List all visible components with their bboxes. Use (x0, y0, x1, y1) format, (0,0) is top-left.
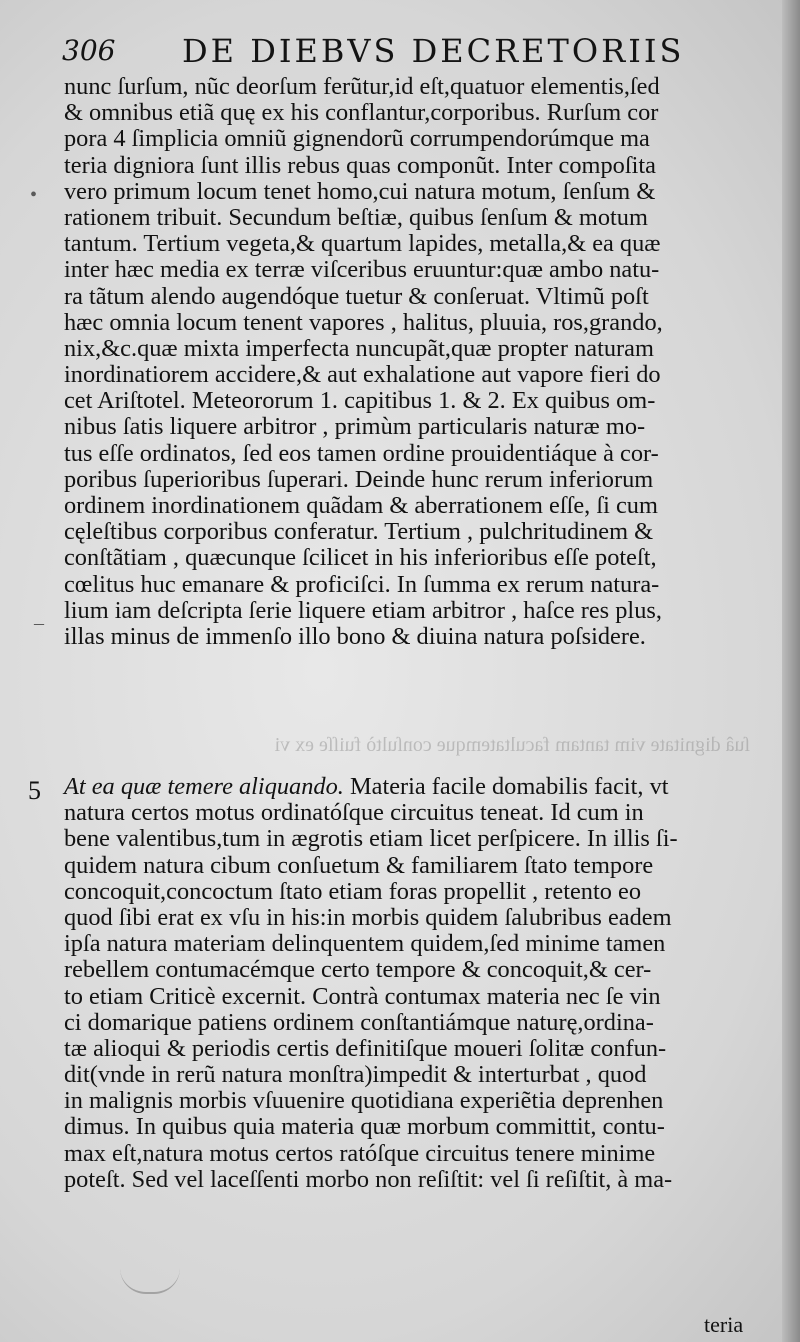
text-line: lium iam deſcripta ſerie liquere etiam arbitror , haſce res plus, (64, 596, 662, 624)
text-line: nix,&c.quæ mixta imperfecta nuncupãt,quæ propter naturam (64, 334, 654, 362)
running-head: DE DIEBVS DECRETORIIS (182, 32, 685, 70)
text-line: ra tãtum alendo augendóque tuetur & conſeruat. Vltimũ poſt (64, 282, 649, 310)
text-line: conſtãtiam , quæcunque ſcilicet in his inferioribus eſſe poteſt, (64, 544, 657, 572)
text-line: concoquit,concoctum ſtato etiam foras propellit , retento eo (64, 877, 642, 905)
text-line: cœlitus huc emanare & proficiſci. In ſumma ex rerum natura- (64, 570, 660, 598)
text-line: bene valentibus,tum in ægrotis etiam licet perſpicere. In illis ſi- (64, 825, 678, 853)
lemma: At ea quæ temere aliquando. (64, 773, 344, 800)
bleed-through-text: ſuâ dignitate vim tantam facultatemque conſultò fuiſſe ex vi (274, 734, 750, 756)
text-line: tus eſſe ordinatos, ſed eos tamen ordine prouidentiáque à cor- (64, 439, 659, 467)
lemma-line-rest: Materia facile domabilis facit, vt (343, 773, 669, 800)
text-line: inordinatiorem accidere,& aut exhalatione aut vapore fieri do (64, 361, 661, 389)
lemma-line (64, 774, 760, 800)
text-line: illas minus de immenſo illo bono & diuina natura poſsidere. (64, 622, 646, 650)
text-line: nunc ſurſum, nũc deorſum ferũtur,id eſt,quatuor elementis,ſed (64, 73, 660, 100)
text-line: ipſa natura materiam delinquentem quidem,ſed minime tamen (64, 930, 666, 958)
text-line: max eſt,natura motus certos ratóſque circuitus tenere minime (64, 1139, 656, 1167)
text-line: tantum. Tertium vegeta,& quartum lapides, metalla,& ea quæ (64, 230, 661, 258)
text-line: poteſt. Sed vel laceſſenti morbo non reſiſtit: vel ſi reſiſtit, à ma- (64, 1165, 673, 1193)
text-line: pora 4 ſimplicia omniũ gignendorũ corrumpendorúmque ma (64, 125, 650, 153)
text-line: cet Ariſtotel. Meteororum 1. capitibus 1. & 2. Ex quibus om- (64, 387, 656, 415)
margin-note-number: 5 (28, 776, 41, 805)
text-line: natura certos motus ordinatóſque circuitus teneat. Id cum in (64, 799, 644, 827)
text-line: quod ſibi erat ex vſu in his:in morbis quidem ſalubribus eadem (64, 903, 672, 931)
text-line: quidem natura cibum conſuetum & familiarem ſtato tempore (64, 851, 654, 879)
text-line: rationem tribuit. Secundum beſtiæ, quibus ſenſum & motum (64, 203, 648, 231)
ink-smudge (120, 1268, 180, 1294)
text-line: dit(vnde in rerũ natura monſtra)impedit & interturbat , quod (64, 1061, 647, 1089)
text-line: to etiam Criticè excernit. Contrà contumax materia nec ſe vin (64, 982, 661, 1010)
text-line: ordinem inordinationem quãdam & aberrationem eſſe, ſi cum (64, 492, 658, 519)
margin-tick-mark: – (34, 612, 44, 634)
text-line: in malignis morbis vſuuenire quotidiana experiẽtia deprenhen (64, 1087, 664, 1115)
text-line: inter hæc media ex terræ viſceribus eruuntur:quæ ambo natu- (64, 256, 660, 284)
text-line: dimus. In quibus quia materia quæ morbum committit, contu- (64, 1113, 665, 1141)
text-line: teria digniora ſunt illis rebus quas componũt. Inter compoſita (64, 151, 656, 179)
text-line: tæ alioqui & periodis certis definitiſque moueri ſolitæ confun- (64, 1034, 667, 1062)
page-header (62, 30, 762, 70)
text-line: vero primum locum tenet homo,cui natura motum, ſenſum & (64, 177, 656, 205)
text-line: rebellem contumacémque certo tempore & concoquit,& cer- (64, 956, 652, 984)
text-line: ci domarique patiens ordinem conſtantiámque naturę,ordina- (64, 1008, 654, 1036)
page-gutter-shadow (782, 0, 800, 1342)
margin-tick-mark: • (30, 184, 38, 206)
text-line: hæc omnia locum tenent vapores , halitus, pluuia, ros,grando, (64, 308, 663, 336)
main-text-block (64, 74, 764, 650)
page-number: 306 (62, 34, 116, 67)
catchword: teria (704, 1312, 744, 1337)
commentary-text-block (64, 774, 764, 1193)
text-line: nibus ſatis liquere arbitror , primùm particularis naturæ mo- (64, 413, 646, 441)
text-line: & omnibus etiã quę ex his conflantur,corporibus. Rurſum cor (64, 99, 659, 127)
text-line: poribus ſuperioribus ſuperari. Deinde hunc rerum inferiorum (64, 465, 654, 493)
text-line: cęleſtibus corporibus conferatur. Tertium , pulchritudinem & (64, 518, 654, 546)
